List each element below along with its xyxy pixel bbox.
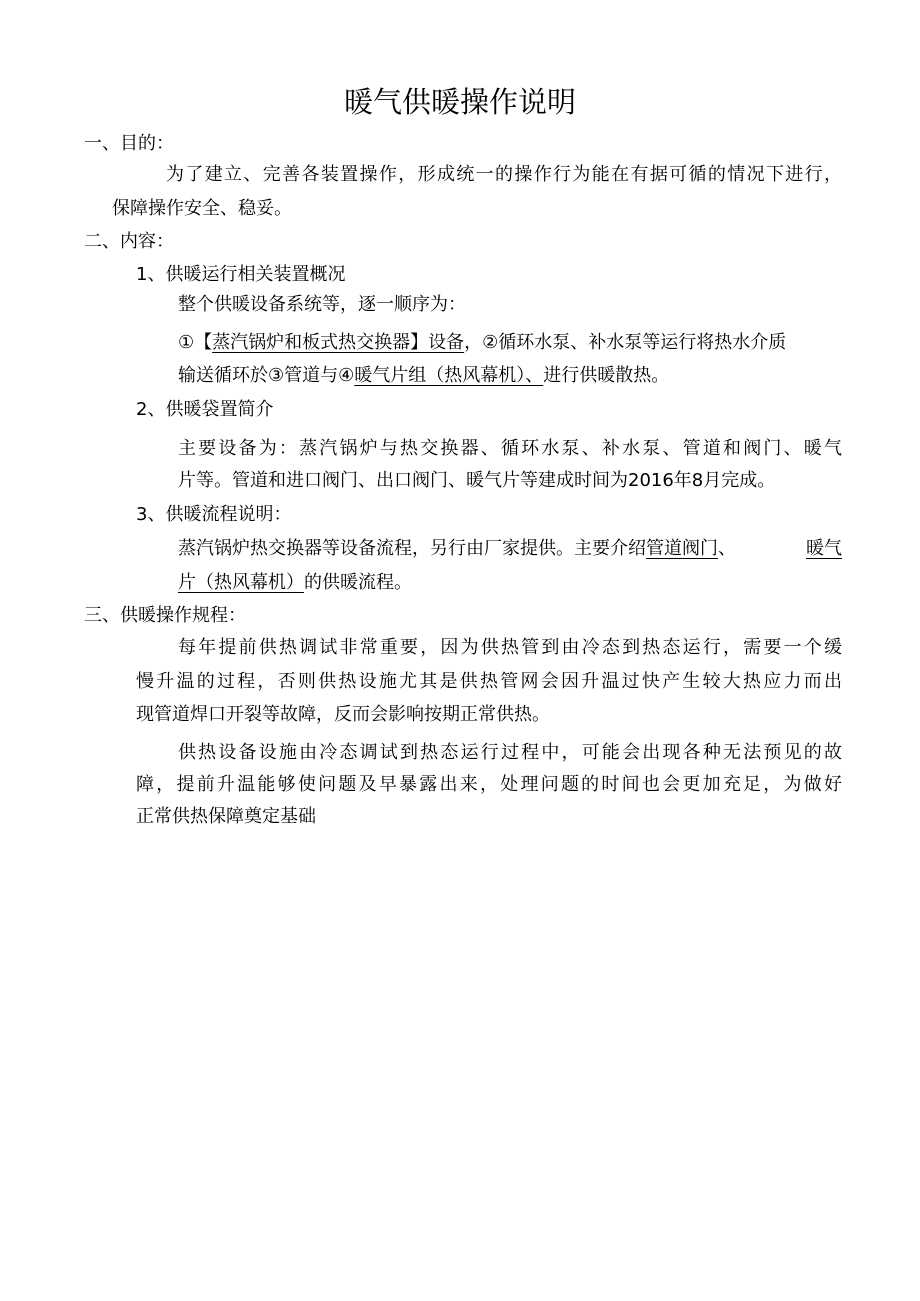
section-3-paragraph-line: 供热设备设施由冷态调试到热态运行过程中，可能会出现各种无法预见的故 <box>178 742 842 763</box>
section-3-paragraph-line: 慢升温的过程，否则供热设施尤其是供热管网会因升温过快产生较大热应力而出 <box>136 671 842 692</box>
subsection-1-text-line <box>178 363 669 389</box>
section-1-paragraph-line: 为了建立、完善各装置操作，形成统一的操作行为能在有据可循的情况下进行， <box>166 164 842 185</box>
section-3-paragraph-line: 障，提前升温能够使问题及早暴露出来，处理问题的时间也会更加充足，为做好 <box>136 774 842 795</box>
underlined-text: 管道阀门 <box>646 538 718 559</box>
underlined-text: 暖气 <box>806 538 842 559</box>
underlined-text: 暖气片组（热风幕机）、 <box>354 365 544 386</box>
subsection-3-text-line <box>178 536 842 562</box>
underlined-text: 片（热风幕机） <box>178 572 304 593</box>
page-title: 暖气供暖操作说明 <box>343 85 576 119</box>
subsection-2-text-line: 主要设备为：蒸汽锅炉与热交换器、循环水泵、补水泵、管道和阀门、暖气 <box>178 438 842 459</box>
section-3-heading: 三、供暖操作规程： <box>84 605 246 626</box>
subsection-2-text-line: 片等。管道和进口阀门、出口阀门、暖气片等建成时间为2016年8月完成。 <box>178 470 776 491</box>
text-span: 进行供暖散热。 <box>543 365 670 386</box>
subsection-1-text-line <box>178 330 786 356</box>
section-3-paragraph-line: 正常供热保障奠定基础 <box>136 806 316 827</box>
section-1-paragraph-line: 保障操作安全、稳妥。 <box>112 198 292 219</box>
text-span: 的供暖流程。 <box>304 572 412 593</box>
text-span: 蒸汽锅炉热交换器等设备流程，另行由厂家提供。主要介绍 <box>178 538 646 559</box>
subsection-1-text-line: 整个供暖设备系统等，逐一顺序为： <box>178 294 466 315</box>
text-span: 、 <box>718 538 736 559</box>
section-3-paragraph-line: 现管道焊口开裂等故障，反而会影响按期正常供热。 <box>136 704 550 725</box>
subsection-2-heading: 2、供暖袋置简介 <box>136 399 274 420</box>
subsection-3-text-line <box>178 570 412 596</box>
underlined-text: 蒸汽锅炉和板式热交换器 <box>212 332 411 353</box>
subsection-1-heading: 1、供暖运行相关装置概况 <box>136 264 346 285</box>
text-span: ，②循环水泵、补水泵等运行将热水介质 <box>464 332 787 353</box>
text-span: 】设备 <box>410 332 465 353</box>
text-span: ①【 <box>178 332 213 353</box>
text-span: 输送循环於③管道与④ <box>178 365 355 386</box>
section-3-paragraph-line: 每年提前供热调试非常重要，因为供热管到由冷态到热态运行，需要一个缓 <box>178 637 842 658</box>
subsection-3-heading: 3、供暖流程说明： <box>136 504 292 525</box>
section-2-heading: 二、内容： <box>84 231 174 252</box>
section-1-heading: 一、目的： <box>84 133 174 154</box>
